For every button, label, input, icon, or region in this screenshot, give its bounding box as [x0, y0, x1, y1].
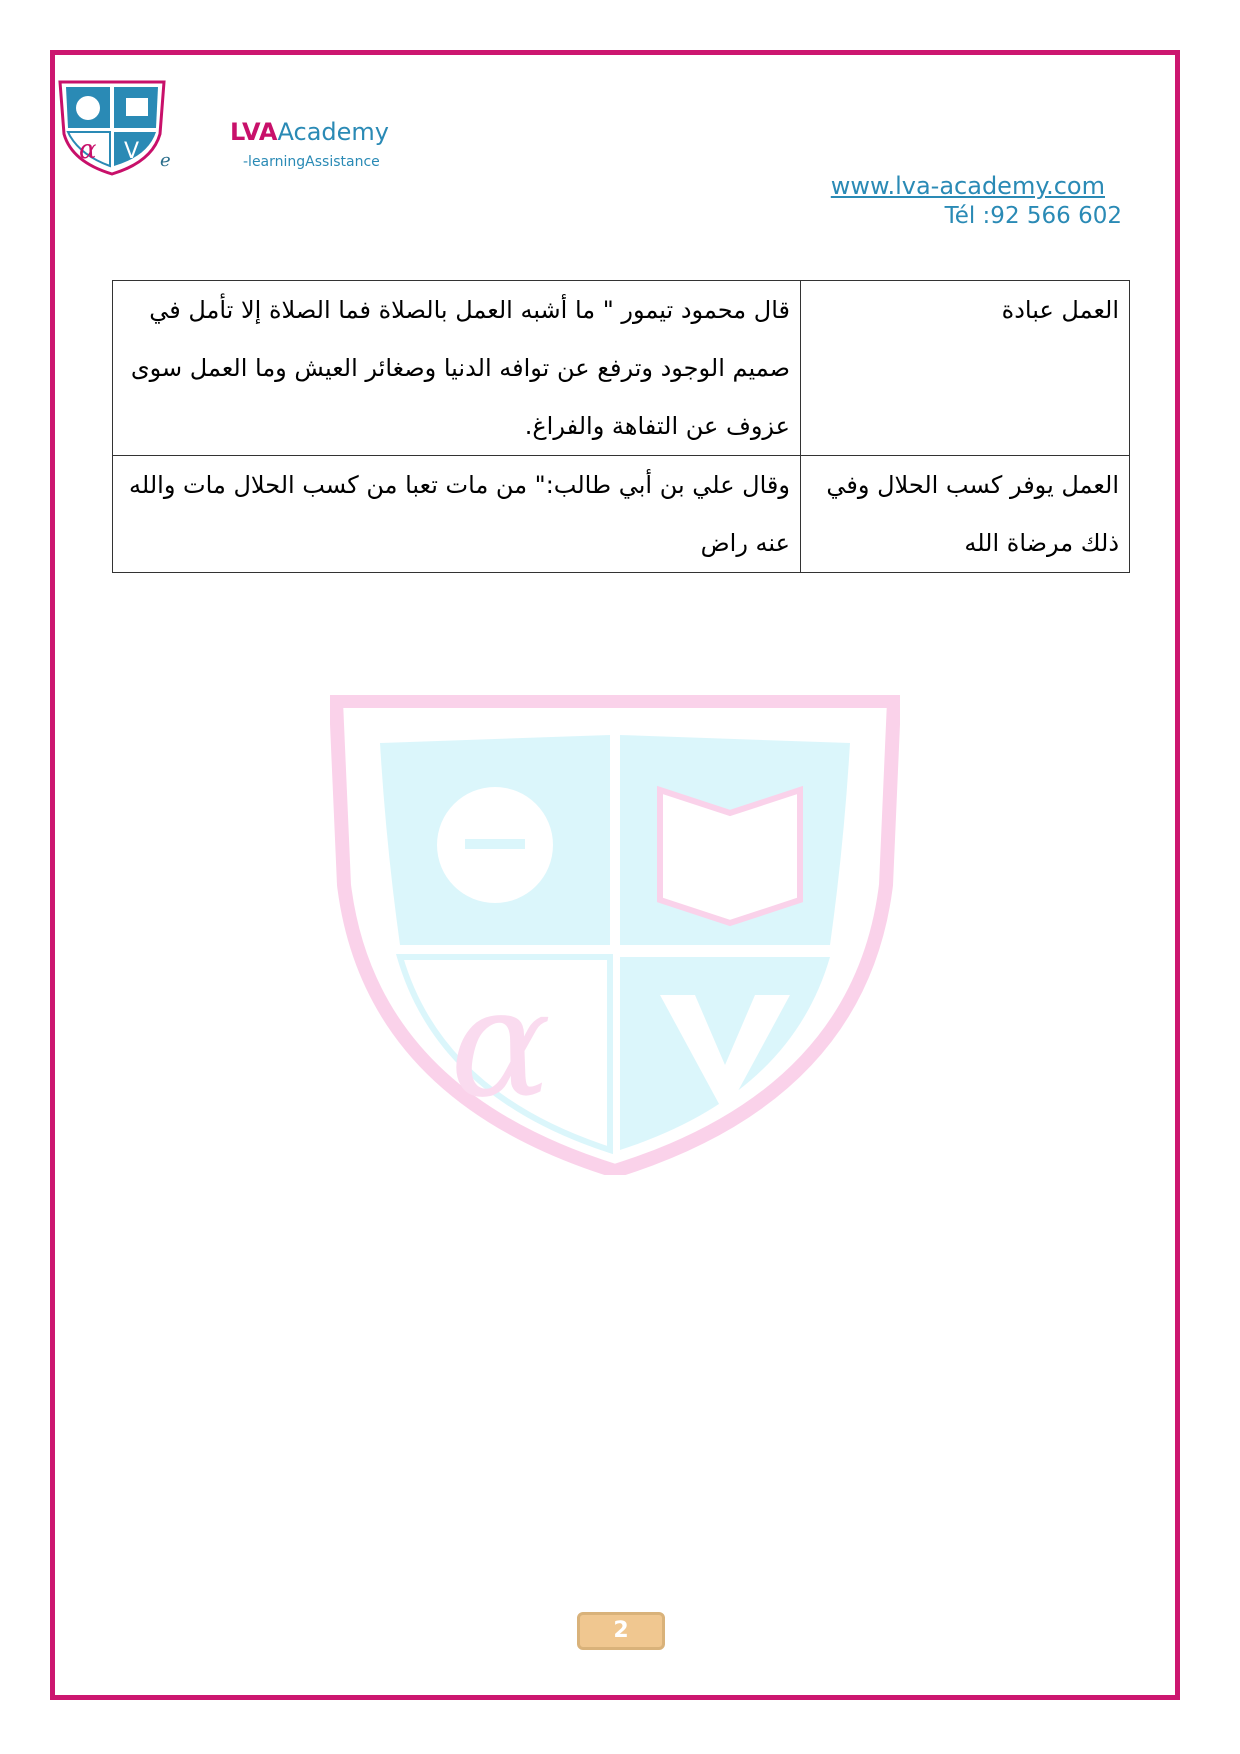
phone-number: Tél :92 566 602	[944, 203, 1122, 229]
content-table	[112, 280, 1130, 573]
topic-cell: العمل عبادة	[801, 281, 1130, 456]
svg-text:α: α	[79, 135, 97, 165]
table-row	[113, 456, 1130, 573]
brand-name	[230, 118, 389, 146]
shield-logo-icon	[56, 78, 168, 176]
website-link[interactable]: www.lva-academy.com	[830, 172, 1105, 200]
quote-cell: قال محمود تيمور " ما أشبه العمل بالصلاة فما الصلاة إلا تأمل في صميم الوجود وترفع عن توافه الدنيا وصغائر العيش وما العمل سوى عزوف عن التفاهة والفراغ.	[113, 281, 801, 456]
quote-cell: وقال علي بن أبي طالب:" من مات تعبا من كسب الحلال مات والله عنه راض	[113, 456, 801, 573]
brand-academy: Academy	[277, 118, 389, 146]
svg-text:V: V	[124, 139, 140, 164]
shield-watermark	[330, 695, 900, 1175]
brand-tagline: -learningAssistance	[243, 154, 380, 170]
topic-cell: العمل يوفر كسب الحلال وفي ذلك مرضاة الله	[801, 456, 1130, 573]
brand-lva: LVA	[230, 118, 278, 146]
logo-letter: e	[160, 150, 171, 171]
svg-text:α: α	[450, 957, 552, 1131]
page-number: 2	[577, 1612, 665, 1650]
table-row	[113, 281, 1130, 456]
